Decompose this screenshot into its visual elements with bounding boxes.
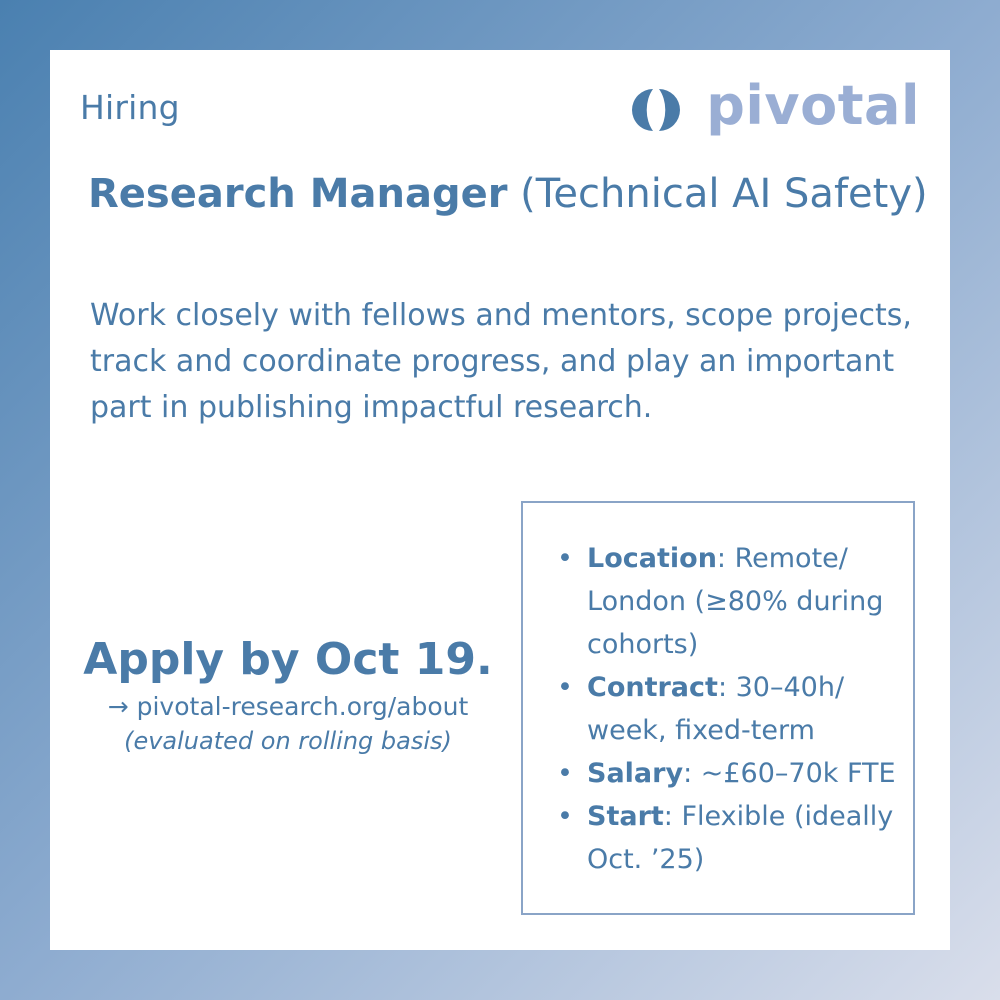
detail-key: Salary <box>587 758 684 789</box>
job-details-box <box>521 501 915 915</box>
detail-key: Contract <box>587 672 718 703</box>
bullet-icon: • <box>557 543 573 574</box>
detail-value: : Flexible (ideally Oct. ’25) <box>587 801 894 875</box>
detail-value: : ~£60–70k FTE <box>683 758 896 789</box>
bullet-icon: • <box>557 801 573 832</box>
pivotal-logo <box>620 74 920 137</box>
job-title-main: Research Manager <box>88 171 508 217</box>
pivotal-logo-icon <box>620 86 692 134</box>
apply-link[interactable]: → pivotal-research.org/about <box>107 691 469 721</box>
job-title <box>88 170 928 218</box>
apply-note: (evaluated on rolling basis) <box>124 727 452 756</box>
detail-contract <box>547 666 899 752</box>
logo-wordmark: pivotal <box>706 74 920 137</box>
job-description: Work closely with fellows and mentors, scope projects, track and coordinate progress, and play an important part in publishing impactful research. <box>90 298 912 425</box>
job-title-subtitle: (Technical AI Safety) <box>520 171 928 217</box>
detail-key: Start <box>587 801 664 832</box>
detail-value: : 30–40h/ week, fixed-term <box>587 672 845 746</box>
job-card <box>50 50 950 950</box>
detail-start <box>547 795 899 881</box>
detail-salary <box>547 752 899 795</box>
bullet-icon: • <box>557 672 573 703</box>
hiring-label: Hiring <box>80 88 180 127</box>
apply-deadline: Apply by Oct 19. <box>83 634 493 685</box>
job-details-list <box>547 537 899 881</box>
apply-section <box>68 635 508 759</box>
detail-value: : Remote/ London (≥80% during cohorts) <box>587 543 884 660</box>
detail-key: Location <box>587 543 717 574</box>
detail-location <box>547 537 899 666</box>
bullet-icon: • <box>557 758 573 789</box>
